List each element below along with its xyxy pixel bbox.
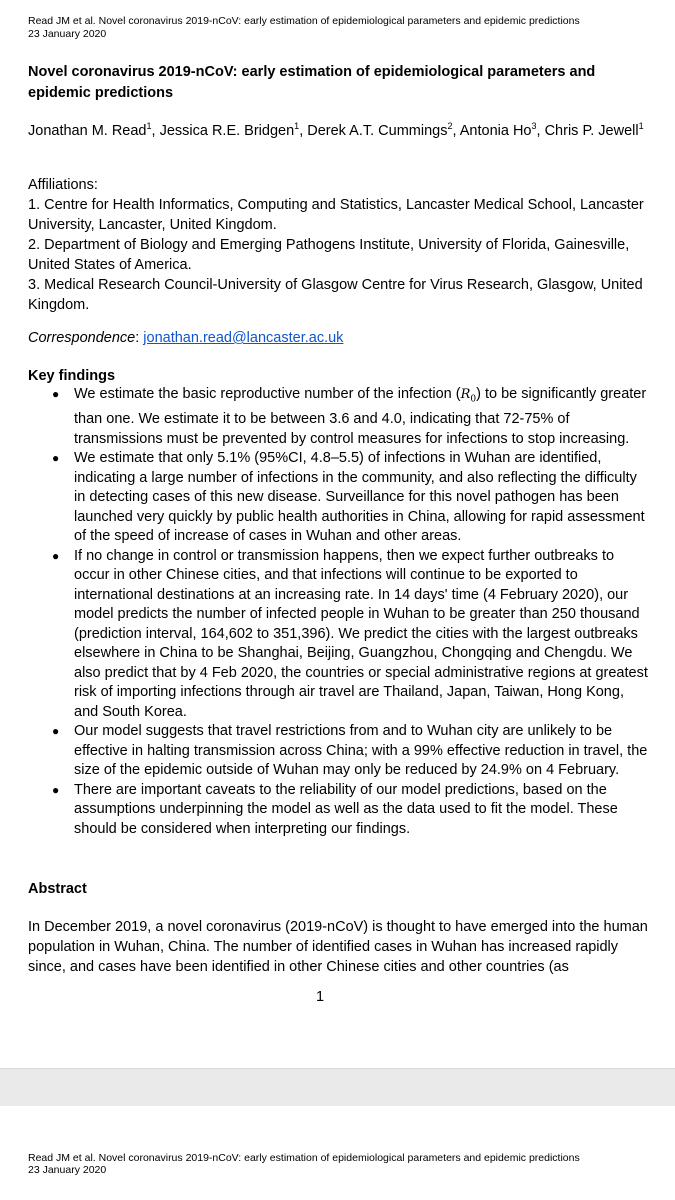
- author: Chris P. Jewell$^1$: [544, 121, 644, 139]
- paper-title: Novel coronavirus 2019-nCoV: early estimation of epidemiological parameters and epidemic predictions: [28, 64, 596, 101]
- list-item: ● We estimate that only 5.1% (95%CI, 4.8–5.5) of infections in Wuhan are identified, indicating a large number of infections in the community, and also reflecting the difficulty in detecting cases of this new disease. Surveillance for this novel pathogen has been launched very quickly by public health authorities in China, allowing for rapid assessment of the speed of increase of cases in Wuhan and other areas.: [52, 450, 645, 545]
- abstract-heading: Abstract: [28, 881, 87, 897]
- correspondence: Correspondence: jonathan.read@lancaster.ac.uk: [28, 330, 344, 346]
- running-header-date: 23 January 2020: [28, 1164, 107, 1176]
- author: Derek A.T. Cummings$^2$,: [307, 121, 460, 139]
- bullet-icon: ●: [52, 387, 60, 401]
- running-header-title: Read JM et al. Novel coronavirus 2019-nCoV: early estimation of epidemiological parameters and epidemic predictions: [28, 15, 580, 27]
- correspondence-label: Correspondence: [28, 330, 136, 346]
- correspondence-email-link[interactable]: jonathan.read@lancaster.ac.uk: [143, 330, 344, 346]
- r0-symbol: $R_0$: [460, 387, 477, 405]
- abstract-text: In December 2019, a novel coronavirus (2019-nCoV) is thought to have emerged into the human population in Wuhan, China. The number of identified cases in Wuhan has increased rapidly since, and cases have been identified in other Chinese cities and other countries (as: [28, 919, 648, 975]
- running-header: [28, 15, 580, 41]
- key-findings-list: [28, 385, 650, 839]
- author: Jonathan M. Read$^1$,: [28, 121, 160, 139]
- author-list: [28, 121, 648, 141]
- author: Antonia Ho$^3$,: [459, 121, 545, 139]
- page-number: 1: [316, 989, 325, 1005]
- author: Jessica R.E. Bridgen$^1$,: [159, 121, 308, 139]
- affiliation-item: 2. Department of Biology and Emerging Pathogens Institute, University of Florida, Gainesville, United States of America.: [28, 237, 630, 273]
- running-header-date: 23 January 2020: [28, 28, 107, 40]
- page-2: [0, 1106, 675, 1200]
- list-item: ● We estimate the basic reproductive number of the infection $(R_0)$ to be significantly greater than one. We estimate it to be between 3.6 and 4.0, indicating that 72-75% of transmissions must be prevented by control measures for infections to stop increasing.: [52, 386, 647, 447]
- bullet-icon: ●: [52, 782, 60, 797]
- bullet-icon: ●: [52, 724, 60, 739]
- key-findings-heading: Key findings: [28, 368, 116, 384]
- affiliations-label: Affiliations:: [28, 177, 98, 193]
- list-item: ● There are important caveats to the reliability of our model predictions, based on the assumptions underpinning the model as well as the data used to fit the model. These should be considered when interpreting our findings.: [52, 781, 618, 837]
- affiliations: [28, 175, 648, 315]
- bullet-icon: ●: [52, 548, 60, 563]
- running-header-title: Read JM et al. Novel coronavirus 2019-nCoV: early estimation of epidemiological parameters and epidemic predictions: [28, 1152, 580, 1164]
- list-item: ● Our model suggests that travel restrictions from and to Wuhan city are unlikely to be effective in halting transmission across China; with a 99% effective reduction in travel, the size of the epidemic outside of Wuhan may only be reduced by 24.9% on 4 February.: [52, 723, 648, 779]
- list-item: ● If no change in control or transmission happens, then we expect further outbreaks to occur in other Chinese cities, and that infections will continue to be exported to international destinations at an increasing rate. In 14 days' time (4 February 2020), our model predicts the number of infected people in Wuhan to be greater than 250 thousand (prediction interval, 164,602 to 351,396). We predict the cities with the largest outbreaks elsewhere in China to be Shanghai, Beijing, Guangzhou, Chongqing and Chengdu. We also predict that by 4 Feb 2020, the countries or special administrative regions at greatest risk of importing infections through air travel are Thailand, Japan, Taiwan, Hong Kong, and South Korea.: [52, 547, 648, 720]
- affiliation-item: 3. Medical Research Council-University of Glasgow Centre for Virus Research, Glasgow, United Kingdom.: [28, 277, 643, 313]
- bullet-icon: ●: [52, 451, 60, 466]
- page-separator: [0, 1068, 675, 1108]
- affiliation-item: 1. Centre for Health Informatics, Computing and Statistics, Lancaster Medical School, Lancaster University, Lancaster, United Kingdom.: [28, 197, 644, 233]
